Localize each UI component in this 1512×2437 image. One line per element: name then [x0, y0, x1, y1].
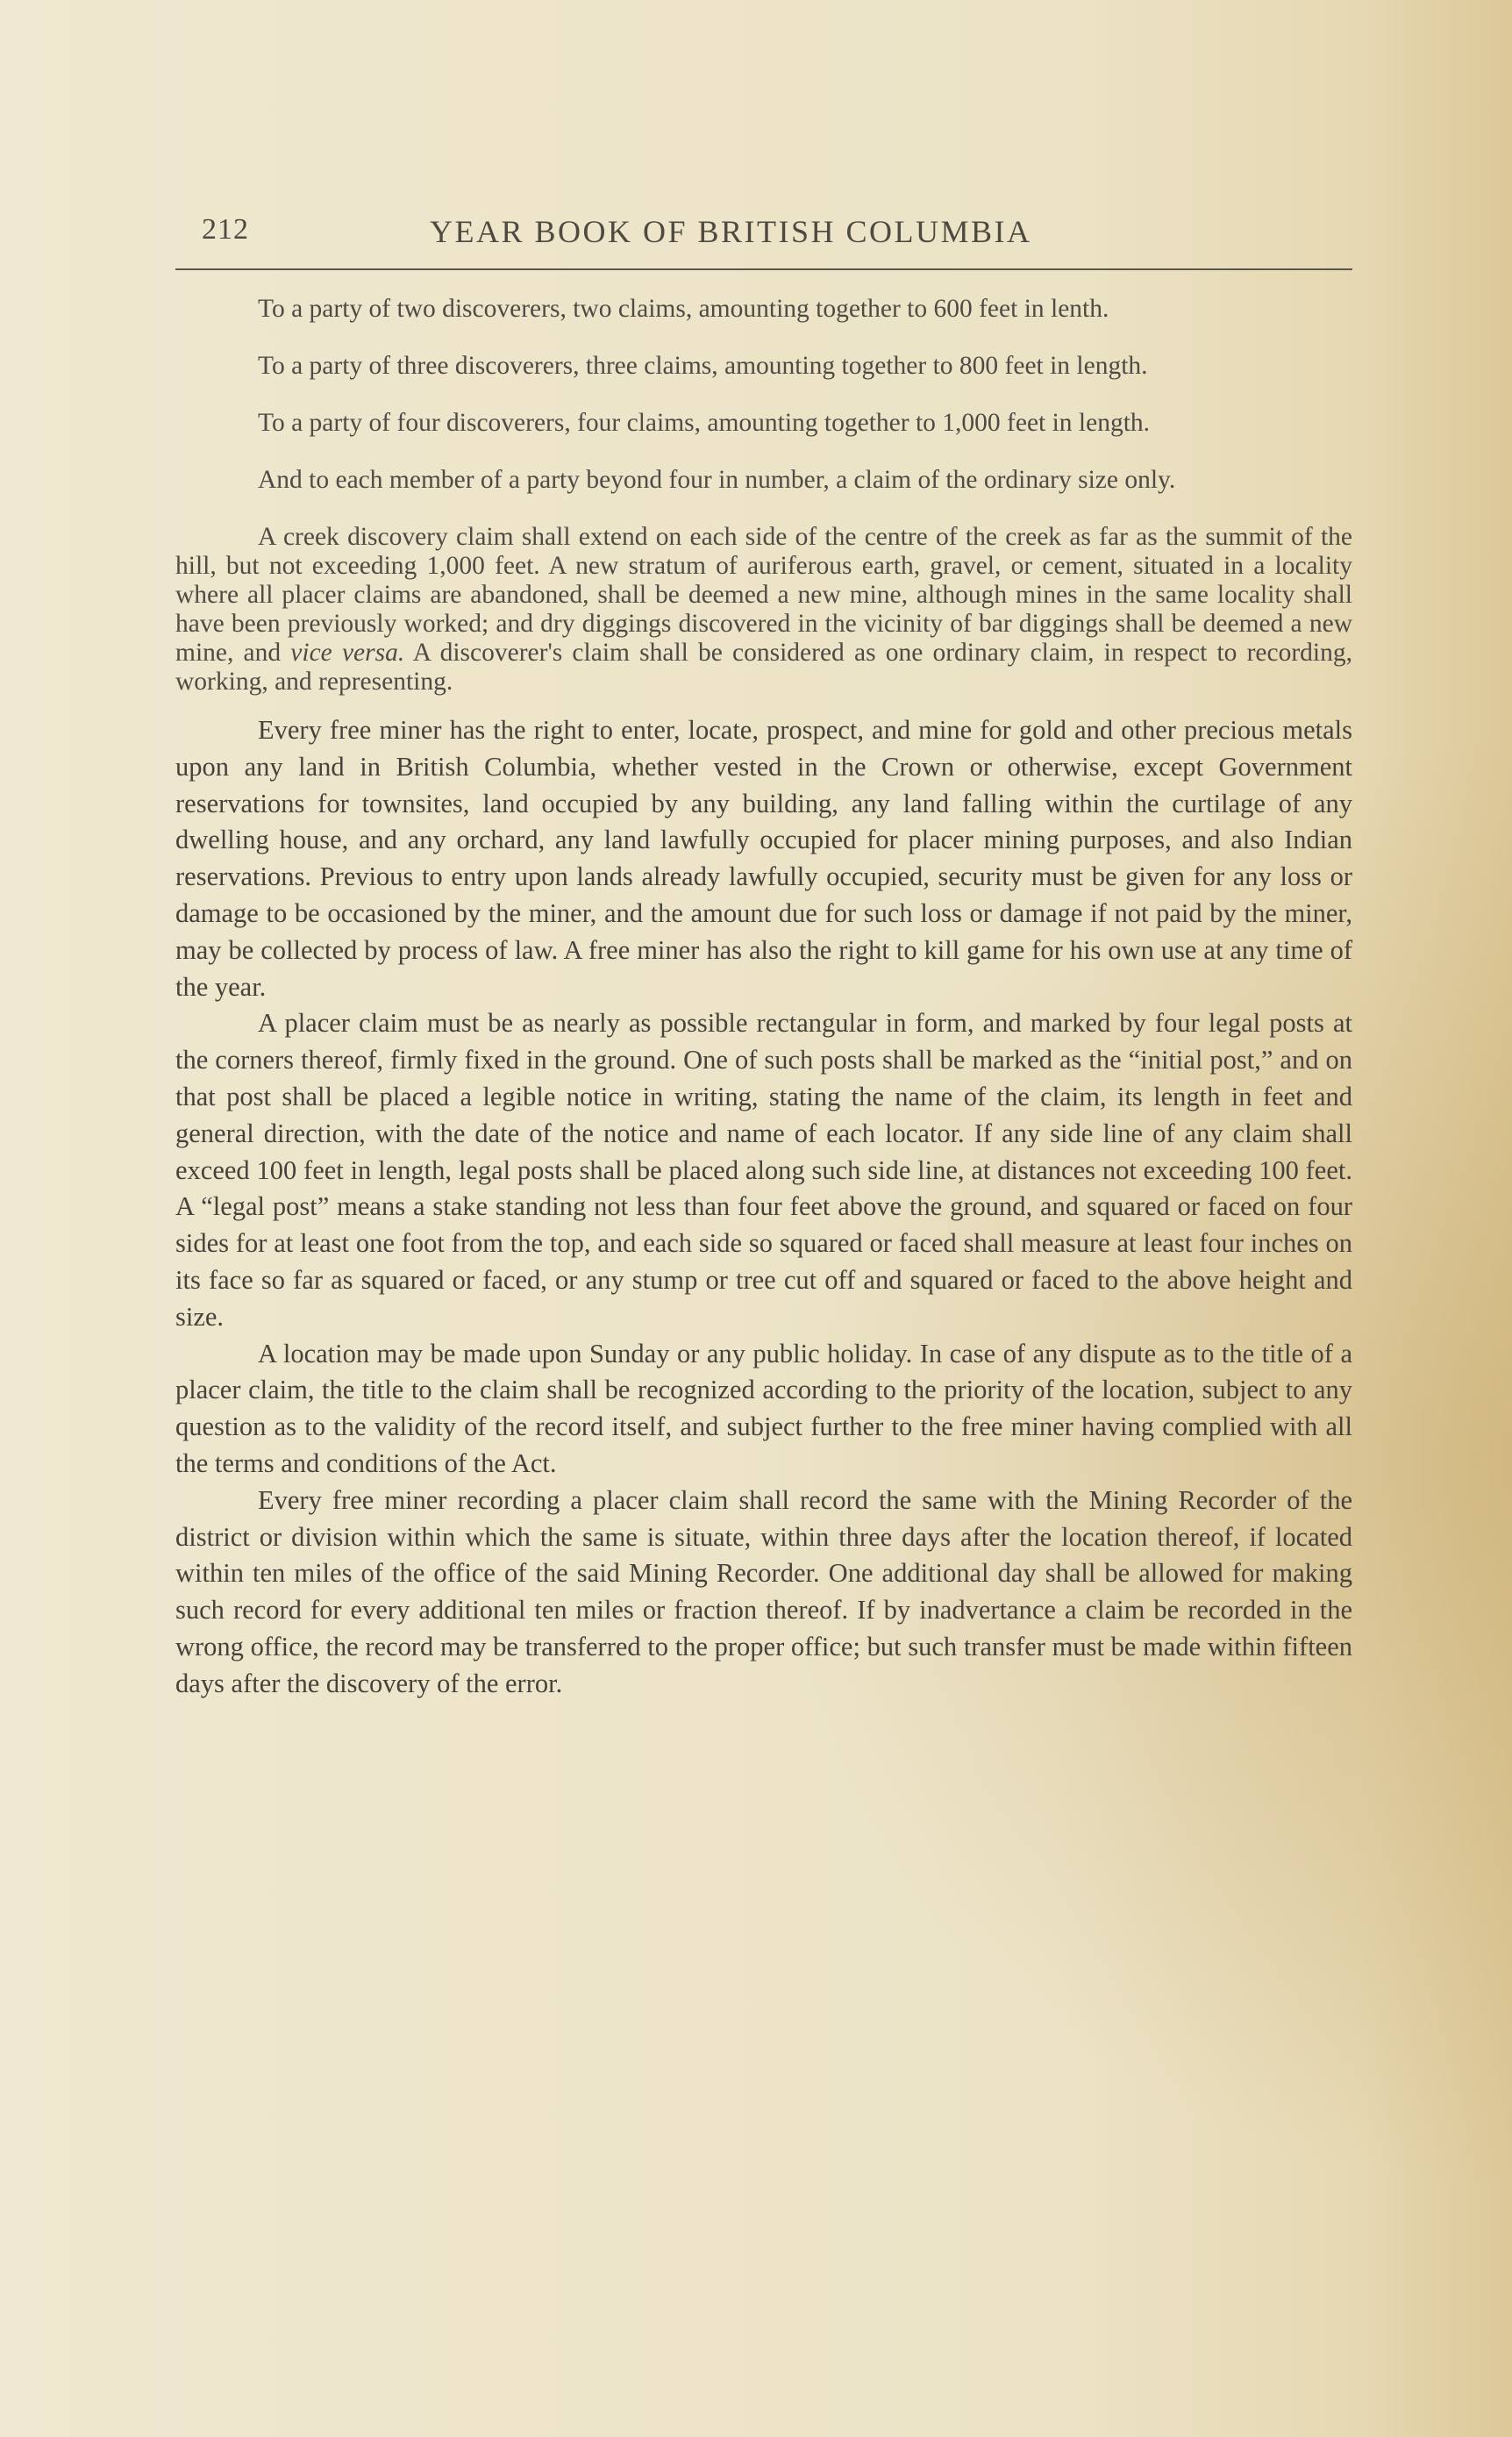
creek-text-italic: vice versa.	[290, 639, 405, 667]
paragraph-four-discoverers: To a party of four discoverers, four claims, amounting together to 1,000 feet in length.	[258, 409, 1151, 437]
page-number: 212	[202, 213, 249, 246]
paragraph-free-miner-rights: Every free miner has the right to enter, locate, prospect, and mine for gold and other precious metals upon any land in British Columbia, whether vested in the Crown or otherwise, except Government reservations for townsites, land occupied by any building, any land falling within the curtilage of any dwelling house, and any orchard, any land lawfully occupied for placer mining purposes, and also Indian reservations. Previous to entry upon lands already lawfully occupied, security must be given for any loss or damage to be occasioned by the miner, and the amount due for such loss or damage if not paid by the miner, may be collected by process of law. A free miner has also the right to kill game for his own use at any time of the year.	[175, 715, 1352, 1002]
paragraph-three-discoverers: To a party of three discoverers, three claims, amounting together to 800 feet in length.	[258, 352, 1148, 380]
paragraph-party-beyond-four: And to each member of a party beyond four in number, a claim of the ordinary size only.	[258, 466, 1176, 494]
paragraph-two-discoverers: To a party of two discoverers, two claims, amounting together to 600 feet in lenth.	[258, 295, 1109, 323]
paragraph-creek-discovery	[175, 523, 1352, 697]
running-head-title: YEAR BOOK OF BRITISH COLUMBIA	[430, 214, 1032, 249]
paragraph-recording-claim: Every free miner recording a placer claim shall record the same with the Mining Recorder of the district or division within which the same is situate, within three days after the location thereof, if located within ten miles of the office of the said Mining Recorder. One additional day shall be allowed for making such record for every additional ten miles or fraction thereof. If by inadvertance a claim be recorded in the wrong office, the record may be transferred to the proper office; but such transfer must be made within fifteen days after the discovery of the error.	[175, 1484, 1352, 1698]
header-rule	[175, 268, 1352, 270]
discovery-claims-section	[175, 295, 1352, 697]
creek-text-after: A discoverer's claim shall be considered as one ordinary claim, in respect to recording, working, and representing.	[175, 639, 1352, 696]
page-header	[175, 213, 1351, 266]
creek-text-before: A creek discovery claim shall extend on each side of the centre of the creek as far as the summit of the hill, but not exceeding 1,000 feet. A new stratum of auriferous earth, gravel, or cement, situated in a locality where all placer claims are abandoned, shall be deemed a new mine, although mines in the same locality shall have been previously worked; and dry diggings discovered in the vicinity of bar diggings shall be deemed a new mine, and	[175, 523, 1352, 667]
body-text	[175, 295, 1352, 1703]
free-miner-section	[175, 712, 1352, 1703]
paragraph-location-holiday: A location may be made upon Sunday or any public holiday. In case of any dispute as to the title of a placer claim, the title to the claim shall be recognized according to the priority of the location, subject to any question as to the validity of the record itself, and subject further to the free miner having complied with all the terms and conditions of the Act.	[175, 1338, 1352, 1478]
paragraph-placer-claim-posts: A placer claim must be as nearly as possible rectangular in form, and marked by four legal posts at the corners thereof, firmly fixed in the ground. One of such posts shall be marked as the “initial post,” and on that post shall be placed a legible notice in writing, stating the name of the claim, its length in feet and general direction, with the date of the notice and name of each locator. If any side line of any claim shall exceed 100 feet in length, legal posts shall be placed along such side line, at distances not exceeding 100 feet. A “legal post” means a stake standing not less than four feet above the ground, and squared or faced on four sides for at least one foot from the top, and each side so squared or faced shall measure at least four inches on its face so far as squared or faced, or any stump or tree cut off and squared or faced to the above height and size.	[175, 1008, 1352, 1332]
